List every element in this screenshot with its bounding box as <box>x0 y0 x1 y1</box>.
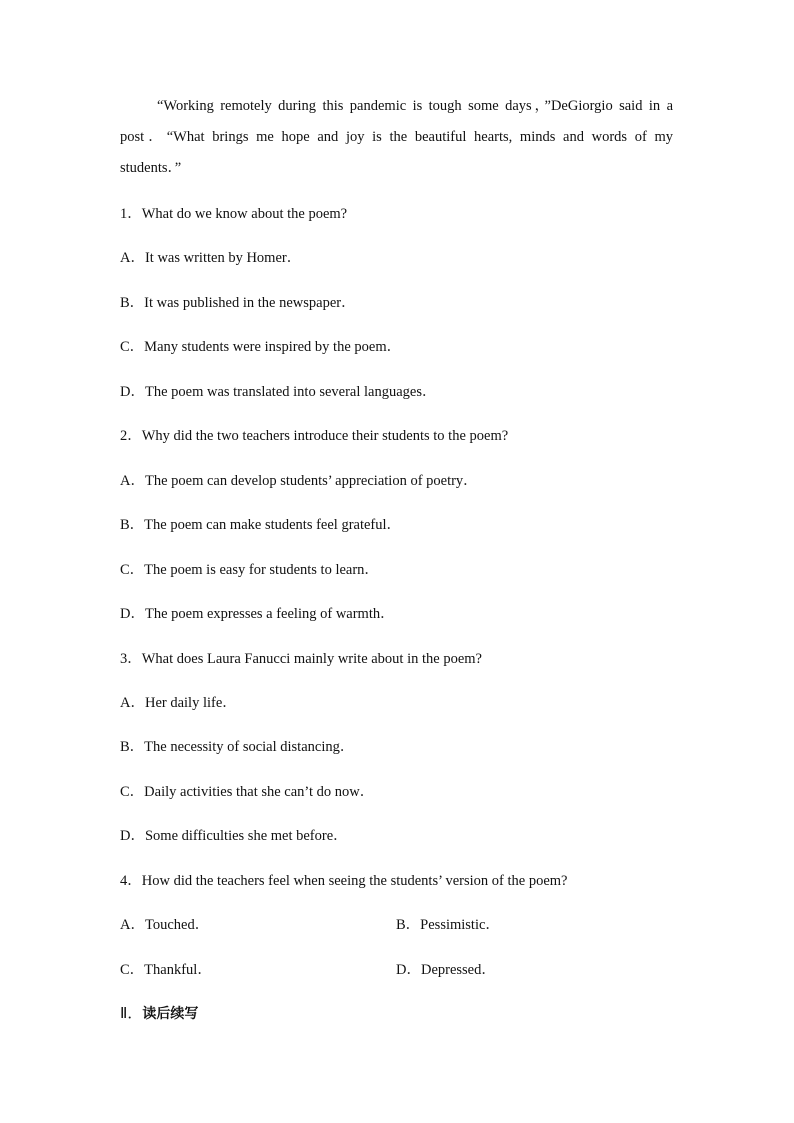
question-1-option-c: C．Many students were inspired by the poem． <box>120 339 402 355</box>
section-number: Ⅱ． <box>120 1006 143 1022</box>
section-heading <box>120 1004 198 1024</box>
question-3-option-d: D．Some difficulties she met before． <box>120 828 348 844</box>
question-1-option-d: D．The poem was translated into several languages． <box>120 384 437 400</box>
question-1-option-a: A．It was written by Homer． <box>120 250 302 266</box>
question-3-option-a: A．Her daily life． <box>120 695 237 711</box>
question-2-option-c: C．The poem is easy for students to learn． <box>120 562 379 578</box>
question-3-stem: 3．What does Laura Fanucci mainly write about in the poem? <box>120 651 482 667</box>
question-3-option-c: C．Daily activities that she can’t do now． <box>120 784 375 800</box>
question-4-stem: 4．How did the teachers feel when seeing the students’ version of the poem? <box>120 873 568 889</box>
question-2-option-a: A．The poem can develop students’ appreciation of poetry． <box>120 473 478 489</box>
question-2-option-b: B．The poem can make students feel grateful． <box>120 517 402 533</box>
question-2-option-d: D．The poem expresses a feeling of warmth． <box>120 606 395 622</box>
question-4-option-b: B．Pessimistic． <box>396 917 500 933</box>
question-2-stem: 2．Why did the two teachers introduce their students to the poem? <box>120 428 509 444</box>
question-1-option-b: B．It was published in the newspaper． <box>120 295 356 311</box>
question-4-option-c: C．Thankful． <box>120 962 212 978</box>
section-title: 读后续写 <box>142 1006 199 1022</box>
question-4-option-d: D．Depressed． <box>396 962 496 978</box>
question-1-stem: 1．What do we know about the poem? <box>120 206 348 222</box>
question-3-option-b: B．The necessity of social distancing． <box>120 739 355 755</box>
question-4-option-a: A．Touched． <box>120 917 210 933</box>
passage-paragraph: “Working remotely during this pandemic is tough some days，”DeGiorgio said in a post．“What brings me hope and joy is the beautiful hearts, minds and words of my students．” <box>120 98 673 176</box>
